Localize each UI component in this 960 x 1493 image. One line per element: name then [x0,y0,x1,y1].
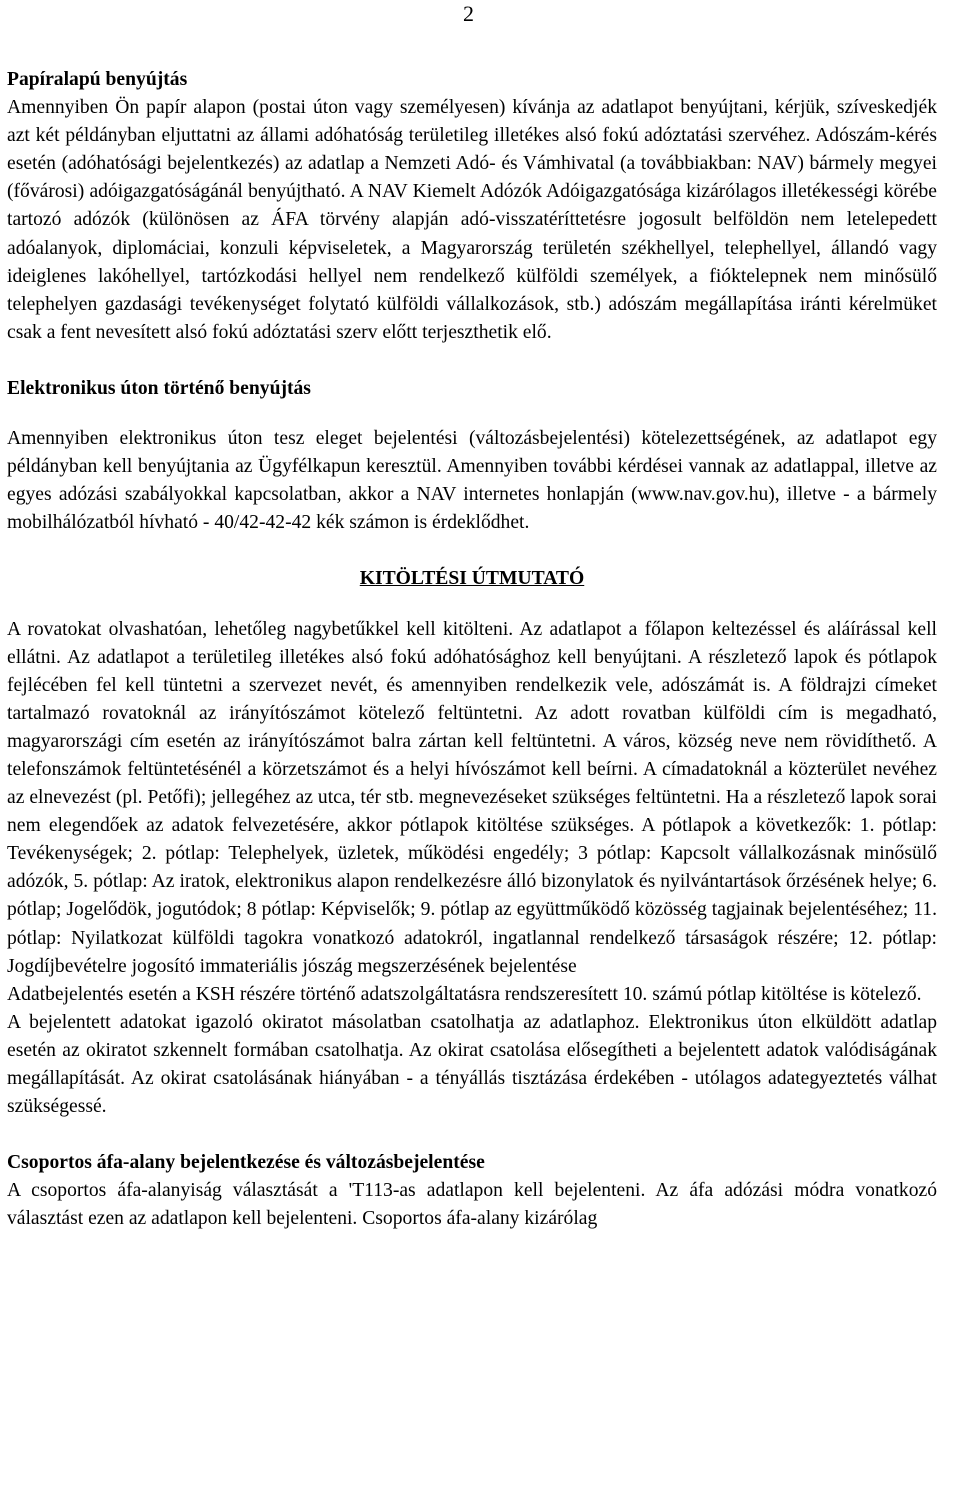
paragraph-group-vat: A csoportos áfa-alanyiság választását a 'T113-as adatlapon kell bejelenteni. Az áfa adózási módra vonatkozó választást ezen az adatlapon kell bejelenteni. Csoportos áfa-alany kizárólag [7,1180,937,1230]
section-instructions [7,565,937,1121]
document-body [7,66,937,1233]
section-paper-submission [7,66,937,347]
section-group-vat [7,1149,937,1233]
page-number: 2 [463,1,474,26]
paragraph-paper-submission: Amennyiben Ön papír alapon (postai úton vagy személyesen) kívánja az adatlapot benyújtani, kérjük, szíveskedjék azt két példányban eljuttatni az állami adóhatóság területileg illetékes alsó fokú adóztatási szervéhez. Adószám-kérés esetén (adóhatósági bejelentkezés) az adatlap a Nemzeti Adó- és Vámhivatal (a továbbiakban: NAV) bármely megyei (fővárosi) adóigazgatóságánál benyújtható. A NAV Kiemelt Adózók Adóigazgatósága kizárólagos illetékességi körébe tartozó adózók (különösen az ÁFA törvény alapján adó-visszatéríttetésre jogosult belföldön nem letelepedett adóalanyok, diplomáciai, konzuli képviseletek, a Magyarország területén székhellyel, telephellyel, állandó vagy ideiglenes lakóhellyel, tartózkodási hellyel nem rendelkező külföldi személyek, a fióktelepnek nem minősülő telephelyen gazdasági tevékenységet folytató külföldi vállalkozások, stb.) adószám megállapítása iránti kérelmüket csak a fent nevesített alsó fokú adóztatási szerv előtt terjeszthetik elő. [7,97,937,343]
section-heading-paper: Papíralapú benyújtás [7,69,188,90]
section-heading-electronic: Elektronikus úton történő benyújtás [7,377,311,399]
instructions-title: KITÖLTÉSI ÚTMUTATÓ [359,568,585,590]
paragraph-instructions-2: Adatbejelentés esetén a KSH részére történő adatszolgáltatásra rendszeresített 10. számú pótlap kitöltése is kötelező. [7,983,922,1005]
paragraph-instructions-3: A bejelentett adatokat igazoló okiratot másolatban csatolhatja az adatlaphoz. Elektronikus úton elküldött adatlap esetén az okiratot szkennelt formában csatolhatja. Az okirat csatolása elősegítheti a bejelentett adatok valódiságának megállapítását. Az okirat csatolásának hiányában - a tényállás tisztázása érdekében - utólagos adategyeztetés válhat szükségessé. [7,1011,937,1118]
section-heading-group-vat: Csoportos áfa-alany bejelentkezése és változásbejelentése [7,1152,485,1174]
section-electronic-submission [7,375,937,537]
paragraph-electronic-submission: Amennyiben elektronikus úton tesz eleget bejelentési (változásbejelentési) kötelezettségének, az adatlapot egy példányban kell benyújtania az Ügyfélkapun keresztül. Amennyiben további kérdései vannak az adatlappal, illetve az egyes adózási szabályokkal kapcsolatban, akkor a NAV internetes honlapján (www.nav.gov.hu), illetve - a bármely mobilhálózatból hívható - 40/42-42-42 kék számon is érdeklődhet. [7,428,937,534]
paragraph-instructions-1: A rovatokat olvashatóan, lehetőleg nagybetűkkel kell kitölteni. Az adatlapot a főlapon keltezéssel és aláírással kell ellátni. Az adatlapot a területileg illetékes alsó fokú adóhatósághoz kell benyújtani. A részletező lapok és pótlapok fejlécében fel kell tüntetni a szervezet nevét, és amennyiben rendelkezik vele, adószámát is. A földrajzi címeket tartalmazó rovatoknál az irányítószámot kötelező feltüntetni. Az adott rovatban külföldi cím is megadható, magyarországi cím esetén az irányítószámot balra zártan kell feltüntetni. A város, község neve nem rövidíthető. A telefonszámok feltüntetésénél a körzetszámot és a helyi hívószámot kell beírni. A címadatoknál a közterület nevéhez az elnevezést (pl. Petőfi); jellegéhez az utca, tér stb. megnevezéseket szükséges feltüntetni. Ha a részletező lapok sorai nem elegendőek az adatok felvezetésére, akkor pótlapok kitöltése szükséges. A pótlapok a következők: 1. pótlap: Tevékenységek; 2. pótlap: Telephelyek, üzletek, működési engedély; 3 pótlap: Kapcsolt vállalkozásnak minősülő adózók, 5. pótlap: Az iratok, elektronikus alapon rendelkezésre álló bizonylatok és nyilvántartások őrzésének helye; 6. pótlap; Jogelődök, jogutódok; 8 pótlap: Képviselők; 9. pótlap az együttműködő közösség tagjainak bejelentéséhez; 11. pótlap: Nyilatkozat külföldi tagokra vonatkozó adatokról, ingatlannal rendelkező társaságok részére; 12. pótlap: Jogdíjbevételre jogosító immateriális jószág megszerzésének bejelentése [7,618,937,977]
